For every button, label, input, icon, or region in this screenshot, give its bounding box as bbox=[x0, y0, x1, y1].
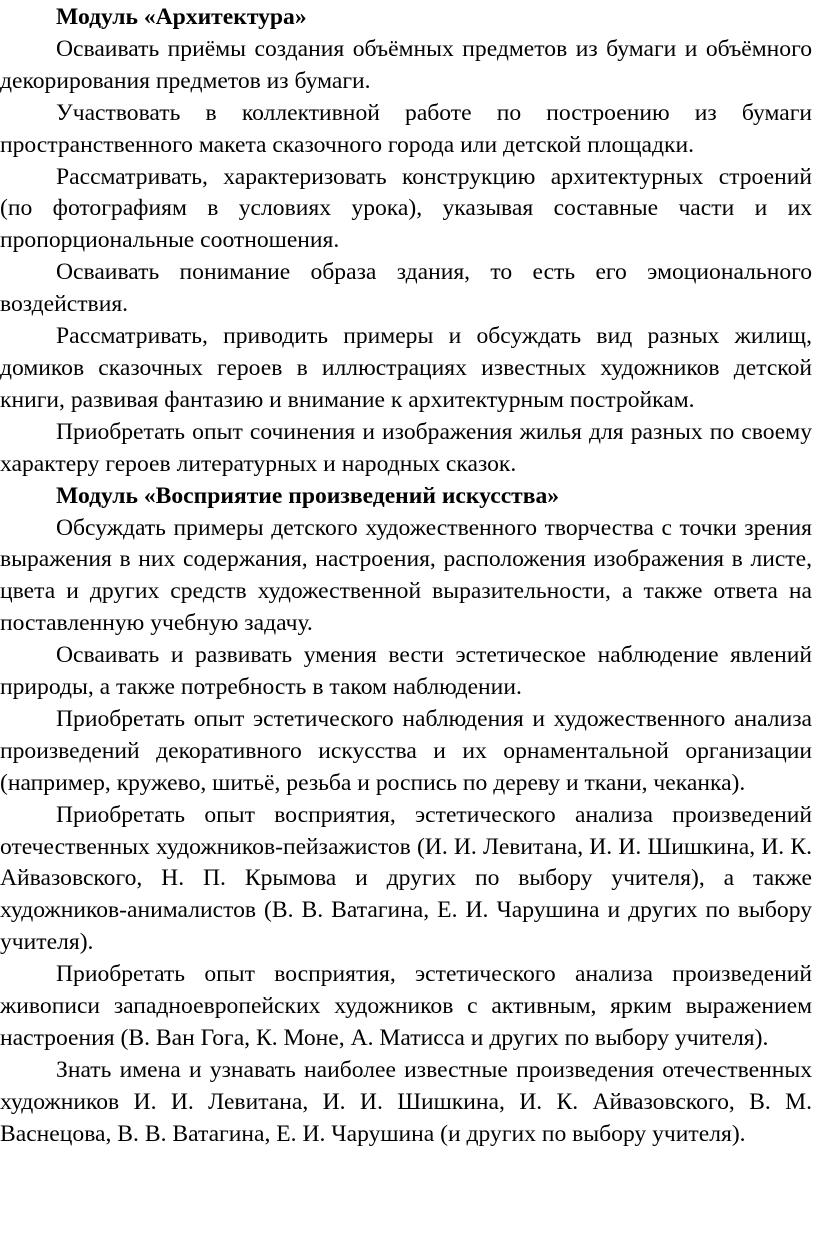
paragraph: Приобретать опыт сочинения и изображения жилья для разных по своему характеру героев литературных и народных сказок. bbox=[0, 418, 812, 477]
paragraph: Приобретать опыт эстетического наблюдения и художественного анализа произведений декоративного искусства и их орнаментальной организации (например, кружево, шитьё, резьба и роспись по дереву и ткани, чеканка). bbox=[0, 705, 812, 796]
paragraph: Участвовать в коллективной работе по построению из бумаги пространственного макета сказочного города или детской площадки. bbox=[0, 99, 812, 158]
module-art-perception-heading: Модуль «Восприятие произведений искусства» bbox=[56, 482, 560, 509]
paragraph: Осваивать понимание образа здания, то есть его эмоционального воздействия. bbox=[0, 259, 812, 318]
paragraph: Осваивать и развивать умения вести эстетическое наблюдение явлений природы, а также потребность в таком наблюдении. bbox=[0, 642, 812, 701]
paragraph: Обсуждать примеры детского художественного творчества с точки зрения выражения в них содержания, настроения, расположения изображения в листе, цвета и других средств художественной выразительности, а также ответа на поставленную учебную задачу. bbox=[0, 514, 812, 637]
paragraph: Осваивать приёмы создания объёмных предметов из бумаги и объёмного декорирования предметов из бумаги. bbox=[0, 35, 812, 94]
paragraph: Приобретать опыт восприятия, эстетического анализа произведений отечественных художников-пейзажистов (И. И. Левитана, И. И. Шишкина, И. К. Айвазовского, Н. П. Крымова и других по выбору учителя), а также художников-анималистов (В. В. Ватагина, Е. И. Чарушина и других по выбору учителя). bbox=[0, 801, 812, 956]
paragraph: Рассматривать, приводить примеры и обсуждать вид разных жилищ, домиков сказочных героев в иллюстрациях известных художников детской книги, развивая фантазию и внимание к архитектурным постройкам. bbox=[0, 323, 812, 413]
paragraph: Знать имена и узнавать наиболее известные произведения отечественных художников И. И. Левитана, И. И. Шишкина, И. К. Айвазовского, В. М. Васнецова, В. В. Ватагина, Е. И. Чарушина (и других по выбору учителя). bbox=[0, 1056, 812, 1147]
paragraph: Приобретать опыт восприятия, эстетического анализа произведений живописи западноевропейских художников с активным, ярким выражением настроения (В. Ван Гога, К. Моне, А. Матисса и других по выбору учителя). bbox=[0, 961, 812, 1051]
module-architecture-heading: Модуль «Архитектура» bbox=[56, 4, 307, 30]
paragraph: Рассматривать, характеризовать конструкцию архитектурных строений (по фотографиям в условиях урока), указывая составные части и их пропорциональные соотношения. bbox=[0, 163, 812, 254]
